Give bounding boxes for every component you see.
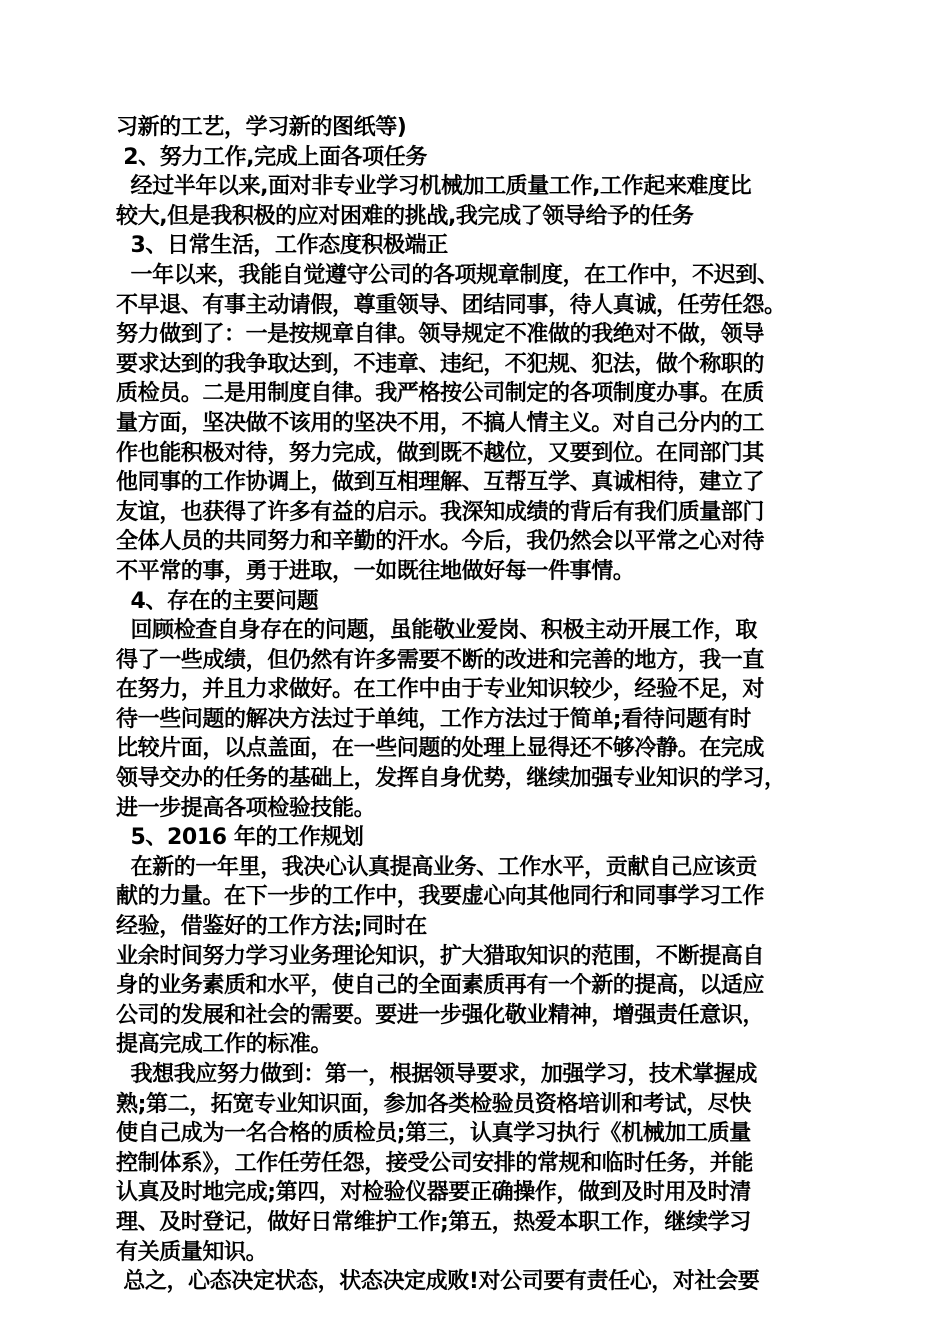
text-line: 作也能积极对待，努力完成，做到既不越位，又要到位。在同部门其 <box>116 440 765 466</box>
text-line: 领导交办的任务的基础上，发挥自身优势，继续加强专业知识的学习， <box>116 766 786 792</box>
text-line: 使自己成为一名合格的质检员;第三，认真学习执行《机械加工质量 <box>116 1121 751 1147</box>
text-line: 提高完成工作的标准。 <box>116 1032 333 1058</box>
text-line: 业余时间努力学习业务理论知识，扩大猎取知识的范围，不断提高自 <box>116 943 765 969</box>
text-line: 要求达到的我争取达到，不违章、违纪，不犯规、犯法，做个称职的 <box>116 351 765 377</box>
text-line: 量方面，坚决做不该用的坚决不用，不搞人情主义。对自己分内的工 <box>116 410 765 436</box>
text-line: 有关质量知识。 <box>116 1239 268 1265</box>
text-line: 一年以来，我能自觉遵守公司的各项规章制度，在工作中，不迟到、 <box>116 262 779 288</box>
text-line: 习新的工艺，学习新的图纸等) <box>116 115 407 140</box>
text-line: 理、及时登记，做好日常维护工作;第五，热爱本职工作，继续学习 <box>116 1209 751 1235</box>
text-line: 努力做到了：一是按规章自律。领导规定不准做的我绝对不做，领导 <box>116 322 765 348</box>
text-line: 认真及时地完成;第四，对检验仪器要正确操作，做到及时用及时清 <box>116 1180 751 1206</box>
text-line: 身的业务素质和水平，使自己的全面素质再有一个新的提高，以适应 <box>116 973 765 999</box>
text-line: 总之，心态决定状态，状态决定成败!对公司要有责任心，对社会要 <box>116 1269 760 1295</box>
text-line: 质检员。二是用制度自律。我严格按公司制定的各项制度办事。在质 <box>116 381 765 407</box>
text-line: 友谊，也获得了许多有益的启示。我深知成绩的背后有我们质量部门 <box>116 499 765 525</box>
section-heading-5: 5、2016 年的工作规划 <box>116 825 364 851</box>
text-line: 经验，借鉴好的工作方法;同时在 <box>116 914 427 940</box>
text-line: 回顾检查自身存在的问题，虽能敬业爱岗、积极主动开展工作，取 <box>116 618 757 644</box>
text-line: 他同事的工作协调上，做到互相理解、互帮互学、真诚相待，建立了 <box>116 470 765 496</box>
text-line: 得了一些成绩，但仍然有许多需要不断的改进和完善的地方，我一直 <box>116 647 765 673</box>
text-line: 较大,但是我积极的应对困难的挑战,我完成了领导给予的任务 <box>116 203 694 229</box>
text-line: 不平常的事，勇于进取，一如既往地做好每一件事情。 <box>116 558 635 584</box>
section-heading-4: 4、存在的主要问题 <box>116 588 319 614</box>
text-line: 全体人员的共同努力和辛勤的汗水。今后，我仍然会以平常之心对待 <box>116 529 765 555</box>
text-line: 不早退、有事主动请假，尊重领导、团结同事，待人真诚，任劳任怨。 <box>116 292 786 318</box>
text-line: 献的力量。在下一步的工作中，我要虚心向其他同行和同事学习工作 <box>116 884 765 910</box>
text-line: 经过半年以来,面对非专业学习机械加工质量工作,工作起来难度比 <box>116 174 752 200</box>
section-heading-2: 2、努力工作,完成上面各项任务 <box>116 144 427 170</box>
text-line: 在努力，并且力求做好。在工作中由于专业知识较少，经验不足，对 <box>116 677 765 703</box>
section-heading-3: 3、日常生活，工作态度积极端正 <box>116 233 448 259</box>
text-line: 公司的发展和社会的需要。要进一步强化敬业精神，增强责任意识， <box>116 1002 765 1028</box>
text-line: 比较片面，以点盖面，在一些问题的处理上显得还不够冷静。在完成 <box>116 736 765 762</box>
text-line: 在新的一年里，我决心认真提高业务、工作水平，贡献自己应该贡 <box>116 854 757 880</box>
document-body <box>116 113 856 1297</box>
text-line: 待一些问题的解决方法过于单纯，工作方法过于简单;看待问题有时 <box>116 706 751 732</box>
text-line: 熟;第二，拓宽专业知识面，参加各类检验员资格培训和考试，尽快 <box>116 1091 751 1117</box>
text-line: 我想我应努力做到：第一，根据领导要求，加强学习，技术掌握成 <box>116 1062 757 1087</box>
text-line: 控制体系》，工作任劳任怨，接受公司安排的常规和临时任务，并能 <box>116 1150 754 1176</box>
text-line: 进一步提高各项检验技能。 <box>116 795 376 821</box>
